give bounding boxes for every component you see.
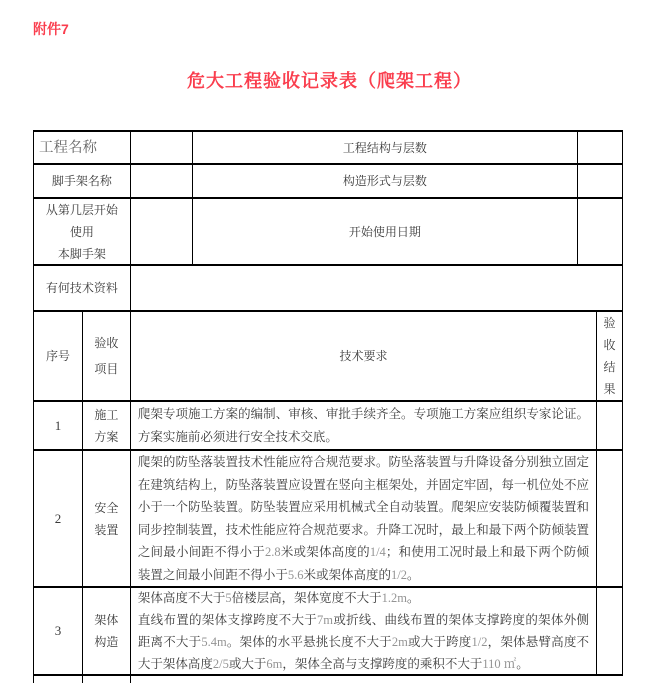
project-name-row: [34, 132, 623, 165]
header-serial-number: 序号: [34, 312, 83, 402]
requirement-frame-structure: 架体高度不大于5倍楼层高，架体宽度不大于1.2m。 直线布置的架体支撑跨度不大于7m或折线、曲线布置的架体支撑跨度的架体外侧距离不大于5.4m。架体的水平悬挑长度不大于2m或大于跨度1/2，架体悬臂高度不大于架体高度2/5或大于6m，架体全高与支撑跨度的乘积不大于110 ㎡。: [131, 588, 597, 676]
construction-form-input[interactable]: [578, 165, 623, 199]
checklist-row-construction-plan: [34, 402, 623, 451]
acceptance-table: [33, 130, 623, 676]
project-name-input[interactable]: [131, 132, 193, 165]
structure-floors-input[interactable]: [578, 132, 623, 165]
row-number: 1: [34, 402, 83, 451]
start-floor-label: 从第几层开始 使用 本脚手架: [34, 199, 131, 266]
start-floor-input[interactable]: [131, 199, 193, 266]
scaffold-name-row: [34, 165, 623, 199]
row-number: 3: [34, 588, 83, 676]
scaffold-name-label: 脚手架名称: [34, 165, 131, 199]
checklist-row-frame-structure: [34, 588, 623, 676]
requirement-construction-plan: 爬架专项施工方案的编制、审核、审批手续齐全。专项施工方案应组织专家论证。方案实施前必须进行安全技术交底。: [131, 402, 597, 451]
technical-docs-row: [34, 266, 623, 312]
start-date-input[interactable]: [578, 199, 623, 266]
project-name-label: 工程名称: [34, 132, 131, 165]
result-construction-plan[interactable]: [597, 402, 623, 451]
row-number: 2: [34, 451, 83, 588]
start-floor-row: [34, 199, 623, 266]
scaffold-name-input[interactable]: [131, 165, 193, 199]
start-date-label: 开始使用日期: [193, 199, 578, 266]
header-technical-requirement: 技术要求: [131, 312, 597, 402]
checklist-row-safety-devices: [34, 451, 623, 588]
requirement-safety-devices: 爬架的防坠落装置技术性能应符合规范要求。防坠落装置与升降设备分别独立固定在建筑结构上，防坠落装置应设置在竖向主框架处，并固定牢固，每一机位处不应小于一个防坠装置。防坠装置应采用机械式全自动装置。爬架应安装防倾覆装置和同步控制装置，技术性能应符合规范要求。升降工况时，最上和最下两个防倾装置之间最小间距不得小于2.8米或架体高度的1/4；和使用工况时最上和最下两个防倾装置之间最小间距不得小于5.6米或架体高度的1/2。: [131, 451, 597, 588]
header-acceptance-result: 验 收 结 果: [597, 312, 623, 402]
result-frame-structure[interactable]: [597, 588, 623, 676]
attachment-label: 附件7: [33, 21, 69, 37]
item-safety-devices: 安全 装置: [83, 451, 131, 588]
construction-form-label: 构造形式与层数: [193, 165, 578, 199]
item-construction-plan: 施工 方案: [83, 402, 131, 451]
checklist-header-row: [34, 312, 623, 402]
item-frame-structure: 架体 构造: [83, 588, 131, 676]
technical-docs-input[interactable]: [131, 266, 623, 312]
result-safety-devices[interactable]: [597, 451, 623, 588]
structure-floors-label: 工程结构与层数: [193, 132, 578, 165]
page-title: 危大工程验收记录表（爬架工程）: [187, 71, 472, 91]
header-acceptance-item: 验收 项目: [83, 312, 131, 402]
technical-docs-label: 有何技术资料: [34, 266, 131, 312]
table-continuation-cutoff: [33, 676, 623, 683]
